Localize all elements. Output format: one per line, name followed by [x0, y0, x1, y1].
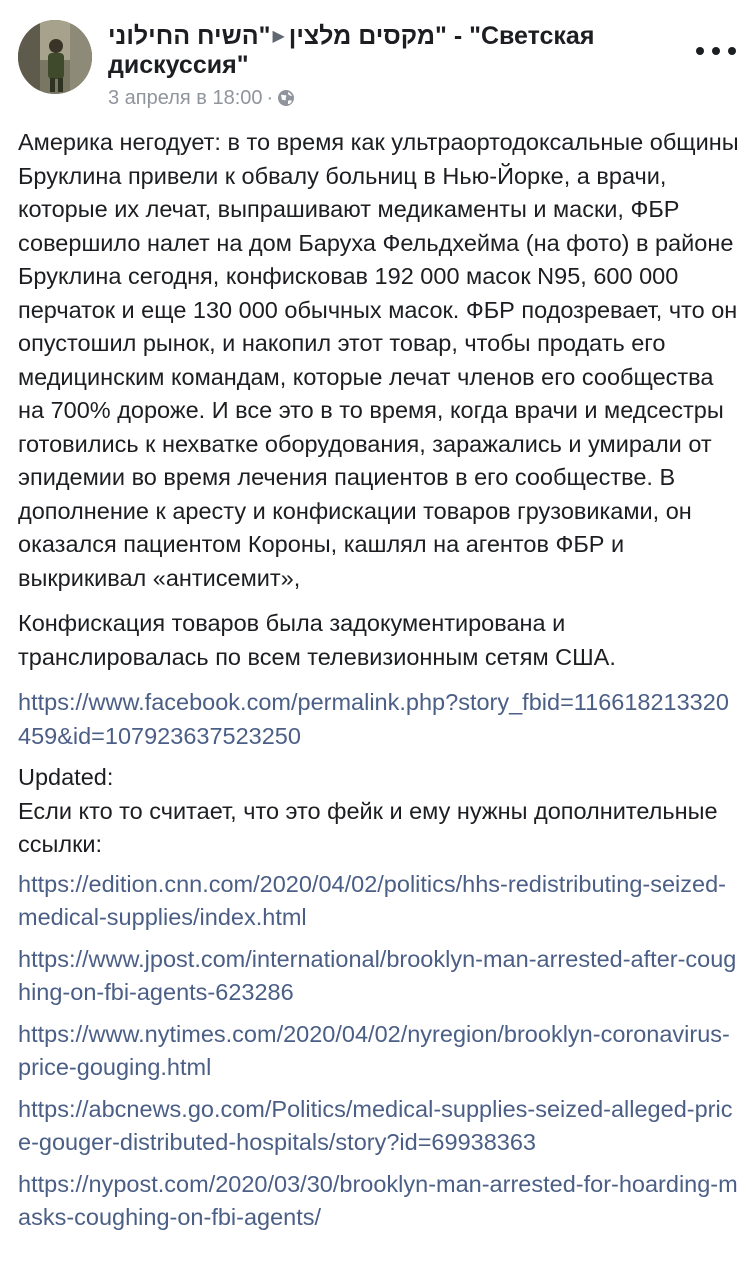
post-paragraph: Конфискация товаров была задокументирована и транслировалась по всем телевизионным сетям США.: [18, 610, 616, 670]
reference-link-nytimes[interactable]: https://www.nytimes.com/2020/04/02/nyregion/brooklyn-coronavirus-price-gouging.html: [18, 1020, 730, 1080]
group-name[interactable]: "השיח החילוני" - "Светская дискуссия": [108, 22, 595, 79]
author-line: [108, 22, 668, 80]
reference-link-cnn[interactable]: https://edition.cnn.com/2020/04/02/politics/hhs-redistributing-seized-medical-supplies/index.html: [18, 870, 726, 930]
more-dots-icon[interactable]: [696, 36, 736, 66]
post-meta: [108, 86, 295, 113]
updated-label: Updated:: [18, 764, 114, 790]
post-timestamp[interactable]: 3 апреля в 18:00: [108, 87, 263, 109]
reference-link-nypost[interactable]: https://nypost.com/2020/03/30/brooklyn-man-arrested-for-hoarding-masks-coughing-on-fbi-agents/: [18, 1170, 738, 1230]
globe-icon: [277, 89, 295, 113]
post-paragraph: Америка негодует: в то время как ультраортодоксальные общины Бруклина привели к обвалу больниц в Нью-Йорке, а врачи, которые их лечат, выпрашивают медикаменты и маски, ФБР совершило налет на дом Баруха Фельдхейма (на фото) в районе Бруклина сегодня, конфисковав 192 000 масок N95, 600 000 перчаток и еще 130 000 обычных масок. ФБР подозревает, что он опустошил рынок, и накопил этот товар, чтобы продать его медицинским командам, которые лечат членов его сообщества на 700% дороже. И все это в то время, когда врачи и медсестры готовились к нехватке оборудования, заражались и умирали от эпидемии во время лечения пациентов в его сообществе. В дополнение к аресту и конфискации товаров грузовиками, он оказался пациентом Короны, кашлял на агентов ФБР и выкрикивал «антисемит»,: [18, 129, 739, 591]
more-dot: [696, 47, 704, 55]
avatar[interactable]: [18, 20, 92, 94]
post-body: [18, 126, 740, 1243]
source-link[interactable]: https://www.facebook.com/permalink.php?story_fbid=116618213320459&id=107923637523250: [18, 689, 729, 749]
more-dot: [728, 47, 736, 55]
caret-right-icon: ▶: [272, 28, 285, 45]
author-name[interactable]: מקסים מלצין: [288, 22, 436, 50]
more-dot: [712, 47, 720, 55]
updated-text: Если кто то считает, что это фейк и ему нужны дополнительные ссылки:: [18, 797, 718, 857]
meta-separator: ·: [266, 87, 274, 109]
reference-link-jpost[interactable]: https://www.jpost.com/international/brooklyn-man-arrested-after-coughing-on-fbi-agents-623286: [18, 945, 737, 1005]
post-header: [18, 14, 736, 114]
reference-link-abcnews[interactable]: https://abcnews.go.com/Politics/medical-supplies-seized-alleged-price-gouger-distributed-hospitals/story?id=69938363: [18, 1095, 733, 1155]
